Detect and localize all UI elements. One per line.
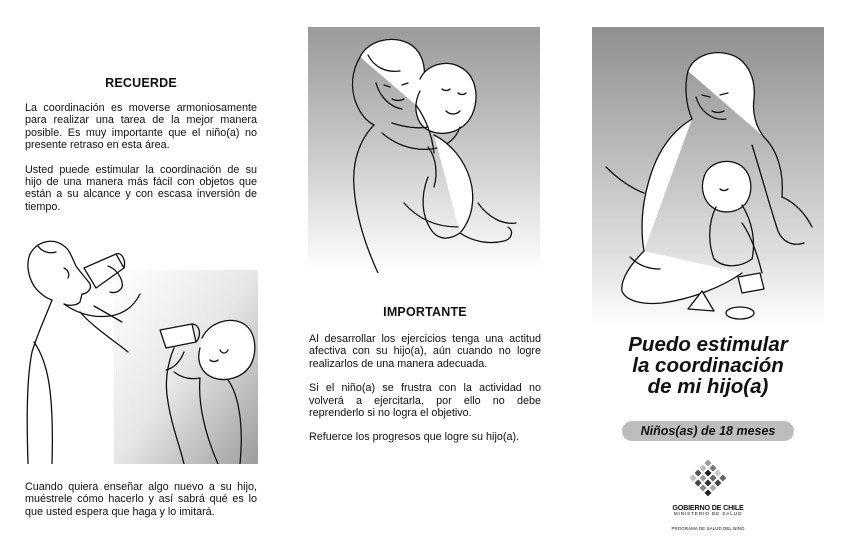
teaching-text: Cuando quiera enseñar algo nuevo a su hijo, muéstrele cómo hacerlo y así sabrá qué es lo que usted espera que haga y lo imitará.: [25, 481, 257, 518]
org-name: GOBIERNO DE CHILE: [672, 503, 744, 512]
recuerde-paragraph-2: Usted puede estimular la coordinación de su hijo de una manera más fácil con objetos que están a su alcance y con escasa inversión de tiempo.: [25, 163, 257, 213]
illustration-mother-child-playing-shapes: [592, 27, 824, 327]
recuerde-paragraph-1: La coordinación es moverse armoniosamente para realizar una tarea de la mejor manera posible. Es muy importante que el niño(a) no presente retraso en esta área.: [25, 102, 257, 152]
panel-middle: [282, 0, 568, 556]
title-line-2: la coordinación: [632, 354, 784, 377]
panel-right-cover: [568, 0, 848, 556]
importante-heading: IMPORTANTE: [383, 305, 467, 319]
illustration-mother-hugging-child: [308, 27, 540, 273]
program-name: PROGRAMA DE SALUD DEL NIÑO: [671, 526, 745, 531]
title-line-1: Puedo estimular: [628, 333, 788, 356]
cover-title: [586, 334, 830, 397]
importante-paragraph-3: Refuerce los progresos que logre su hijo(a).: [309, 431, 520, 444]
government-logo-icon: [678, 452, 738, 504]
age-badge: Niños(as) de 18 meses: [622, 421, 794, 441]
illustration-father-child-drinking: [24, 232, 258, 464]
importante-paragraph-1: Al desarrollar los ejercicios tenga una actitud afectiva con su hijo(a), aún cuando no logre realizarlos de una manera adecuada.: [309, 333, 541, 370]
recuerde-text: [25, 102, 257, 225]
ministry-name: MINISTERIO DE SALUD: [673, 512, 743, 517]
recuerde-heading: RECUERDE: [105, 76, 177, 90]
importante-paragraph-2: Si el niño(a) se frustra con la actividad no volverá a ejercitarla, por ello no debe reprenderlo si no logra el objetivo.: [309, 382, 541, 420]
importante-text: [309, 333, 541, 456]
title-line-3: de mi hijo(a): [647, 375, 769, 398]
panel-left: [0, 0, 282, 556]
